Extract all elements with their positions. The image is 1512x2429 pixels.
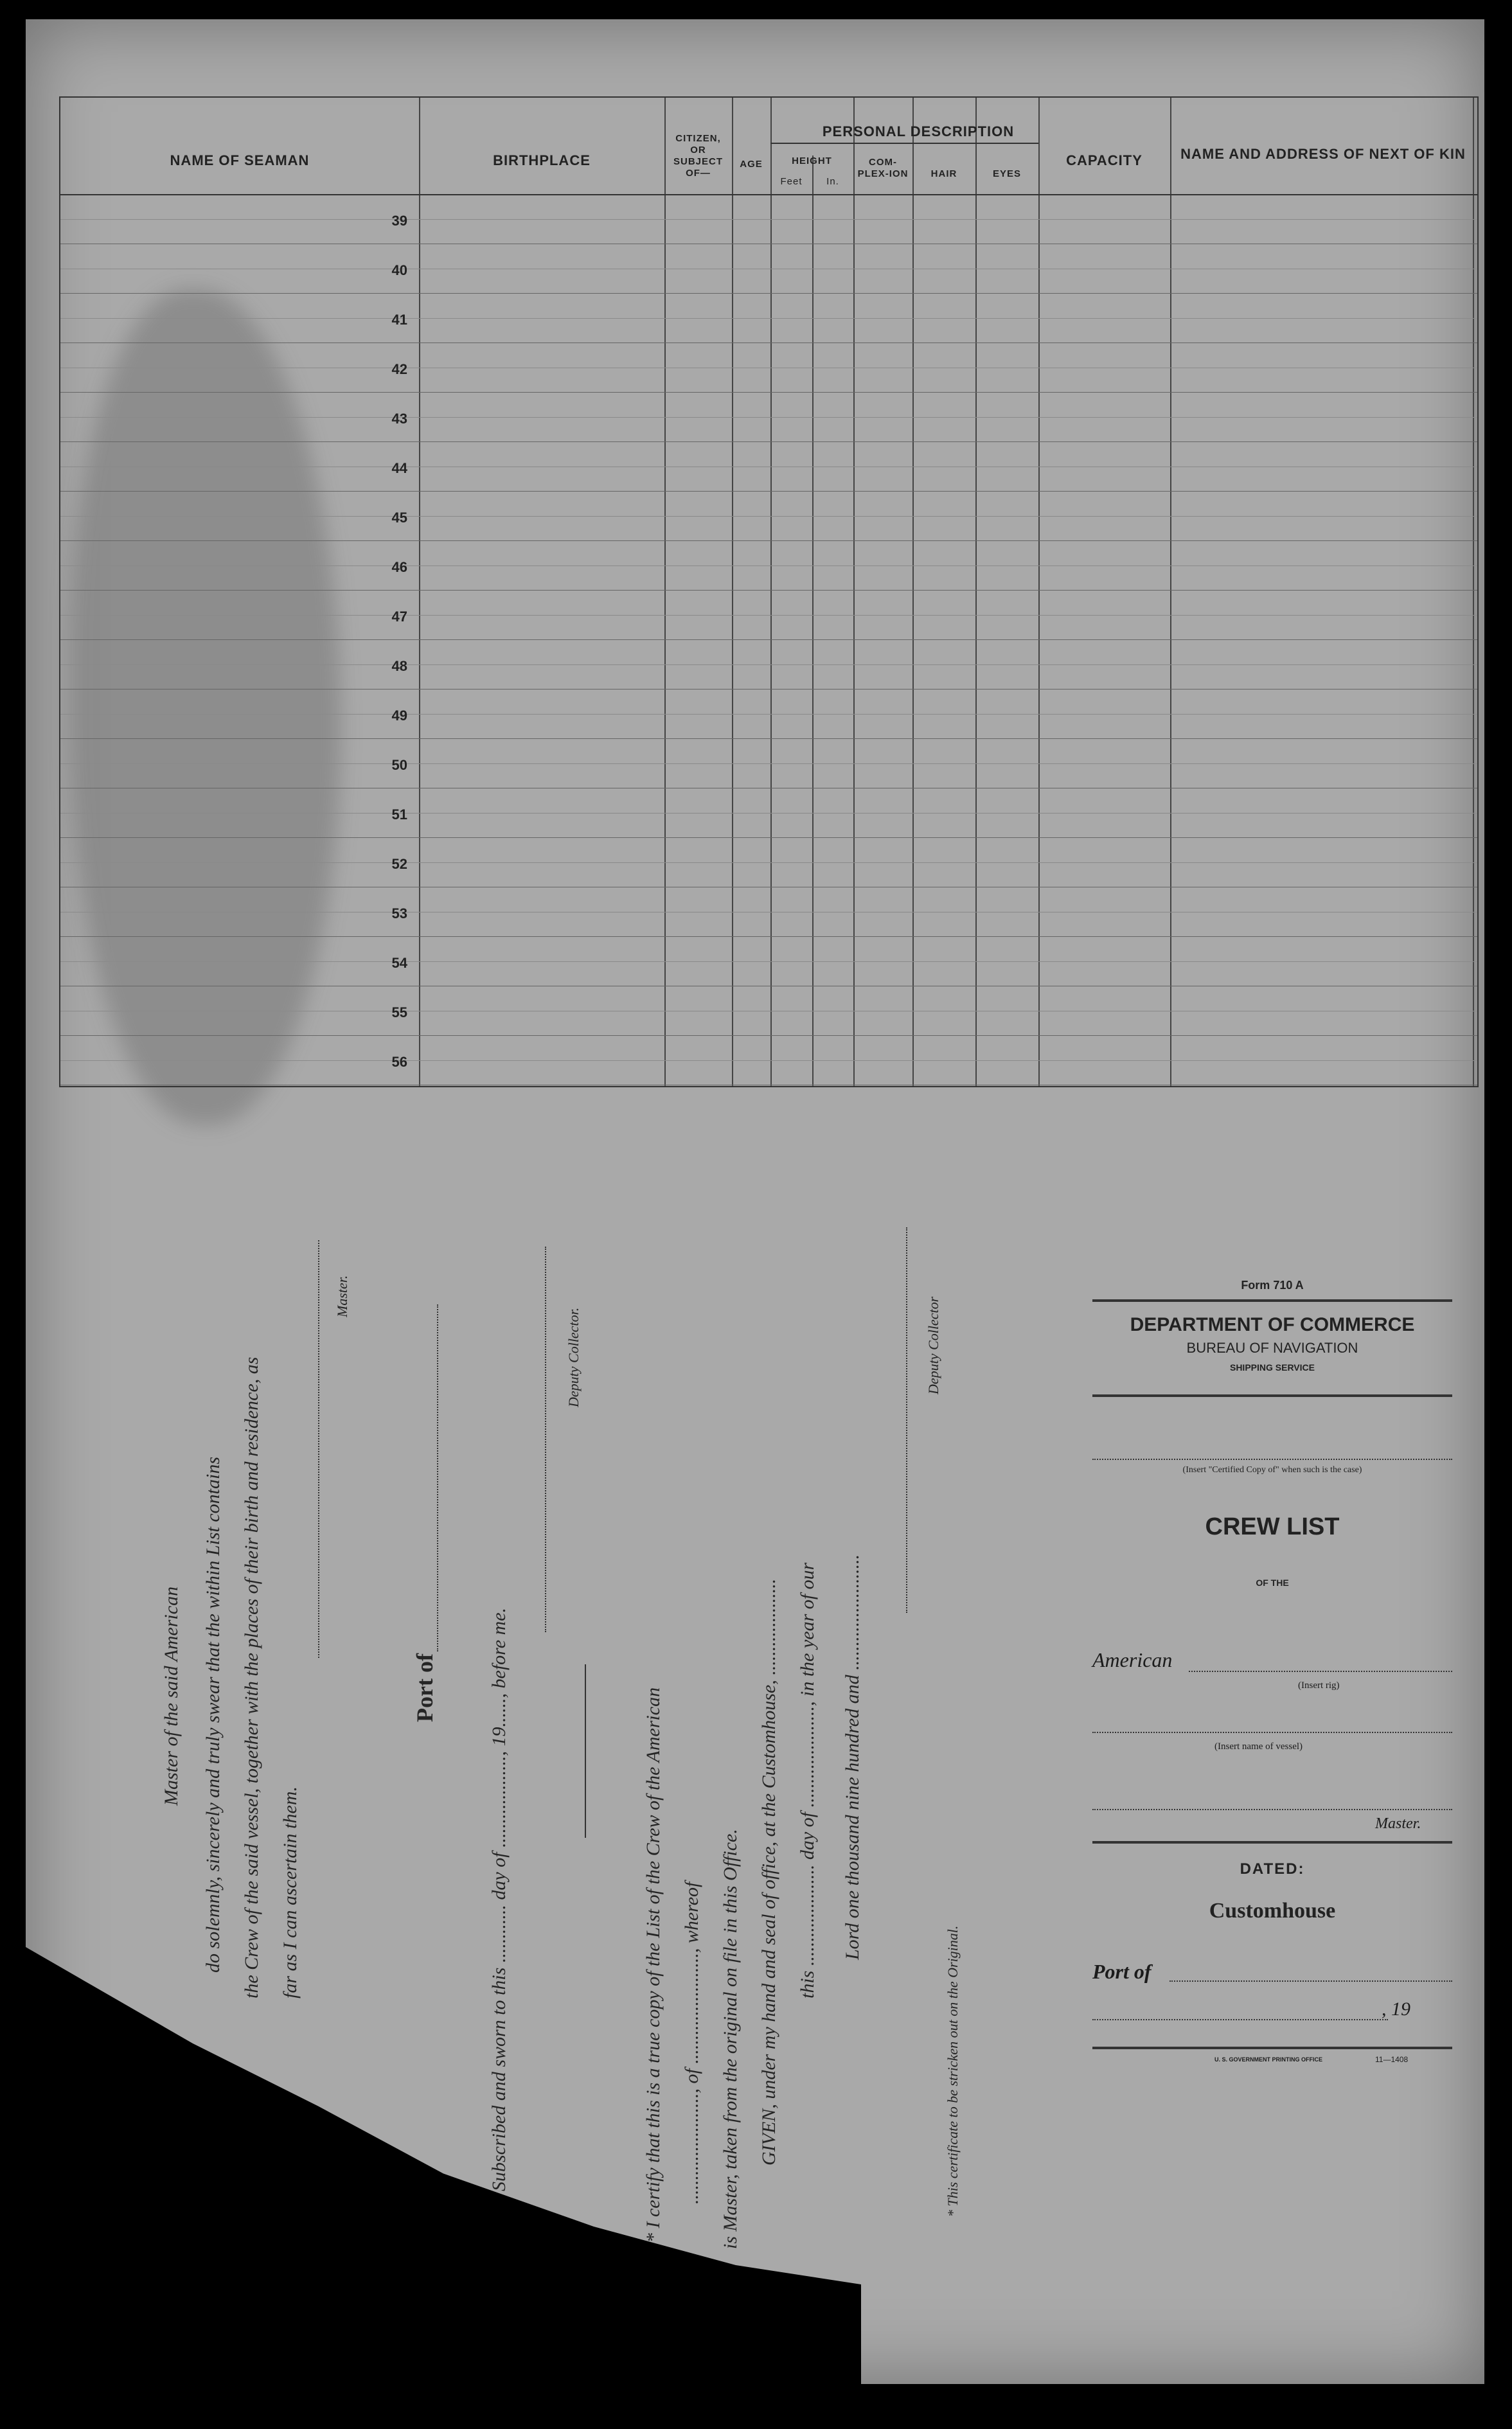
row-number: 54: [391, 955, 407, 972]
row-subrule: [60, 813, 1477, 814]
american-label: American: [1092, 1648, 1173, 1671]
row-number: 51: [391, 806, 407, 823]
form-number: Form 710 A: [1241, 1279, 1304, 1292]
row-number: 50: [391, 757, 407, 774]
certify-deputy: Deputy Collector: [925, 1296, 941, 1394]
service-title: SHIPPING SERVICE: [1229, 1362, 1315, 1373]
row-subrule: [60, 219, 1477, 220]
oath-line-3: the Crew of the said vessel, together with the places of their birth and residence, as: [241, 1357, 262, 1998]
row-subrule: [60, 961, 1477, 962]
certified-copy-line: [1092, 1459, 1452, 1460]
header-name: NAME OF SEAMAN: [170, 152, 310, 168]
row-rule: [60, 491, 1477, 492]
date-line: [1092, 2019, 1388, 2020]
oath-subscribed: Subscribed and sworn to this ............ day of ..................., 19......, before me.: [488, 1607, 510, 2191]
col-divider: [975, 98, 977, 1086]
row-number: 42: [391, 361, 407, 378]
row-subrule: [60, 1060, 1477, 1061]
row-number: 49: [391, 707, 407, 724]
row-subrule: [60, 516, 1477, 517]
oath-line-1: Master of the said American: [161, 1586, 182, 1806]
department-title: DEPARTMENT OF COMMERCE: [1130, 1314, 1415, 1335]
certify-lord-line: Lord one thousand nine hundred and ........................: [842, 1554, 863, 1960]
oath-deputy: Deputy Collector.: [565, 1307, 582, 1407]
panel-rule-bottom: [1092, 2047, 1452, 2049]
row-subrule: [60, 664, 1477, 665]
vessel-name-line: [1092, 1732, 1452, 1733]
panel-rule-2: [1092, 1394, 1452, 1397]
header-feet: Feet: [780, 176, 803, 187]
col-divider: [912, 98, 914, 1086]
row-number: 53: [391, 905, 407, 922]
row-rule: [60, 837, 1477, 838]
oath-line-2: do solemnly, sincerely and truly swear that the within List contains: [202, 1456, 224, 1973]
panel-rule-3: [1092, 1841, 1452, 1844]
crew-list-title: CREW LIST: [1205, 1513, 1340, 1540]
document-sheet: [26, 19, 1484, 2384]
row-rule: [60, 936, 1477, 937]
of-the-label: OF THE: [1256, 1578, 1289, 1588]
insert-certified-note: (Insert "Certified Copy of" when such is the case): [1182, 1465, 1362, 1475]
personal-rule: [770, 143, 1038, 144]
col-divider: [419, 98, 420, 1086]
insert-vessel-note: (Insert name of vessel): [1214, 1741, 1303, 1752]
dated-label: DATED:: [1240, 1860, 1305, 1878]
header-hair: HAIR: [930, 168, 957, 179]
bureau-title: BUREAU OF NAVIGATION: [1186, 1340, 1358, 1356]
header-kin: NAME AND ADDRESS OF NEXT OF KIN: [1180, 146, 1466, 162]
oath-port-of: Port of: [412, 1653, 438, 1722]
row-rule: [60, 689, 1477, 690]
port-line: [1170, 1980, 1452, 1982]
header-citizen: CITIZEN, OR SUBJECT OF—: [673, 133, 723, 179]
oath-master-label: Master.: [334, 1275, 350, 1317]
row-number: 46: [391, 559, 407, 576]
row-subrule: [60, 565, 1477, 566]
header-complexion: COM-PLEX-ION: [857, 157, 909, 179]
row-rule: [60, 441, 1477, 442]
row-number: 44: [391, 460, 407, 477]
col-divider: [1038, 98, 1040, 1086]
certify-of-line: ......................., of ......................., whereof: [681, 1882, 702, 2204]
col-divider: [1473, 98, 1474, 1086]
row-subrule: [60, 318, 1477, 319]
crew-table: [59, 96, 1479, 1087]
divider-rule: [585, 1664, 586, 1838]
certify-line: * I certify that this is a true copy of the List of the Crew of the American: [643, 1687, 664, 2243]
col-divider: [812, 156, 814, 1086]
row-subrule: [60, 862, 1477, 863]
panel-rule-top: [1092, 1299, 1452, 1302]
header-inches: In.: [826, 176, 839, 187]
row-number: 55: [391, 1004, 407, 1021]
master-name-line: [1092, 1809, 1452, 1810]
row-number: 48: [391, 658, 407, 675]
row-rule: [60, 639, 1477, 640]
row-subrule: [60, 417, 1477, 418]
row-subrule: [60, 615, 1477, 616]
printer-credit: U. S. GOVERNMENT PRINTING OFFICE: [1214, 2056, 1323, 2063]
row-number: 40: [391, 262, 407, 279]
certify-given-line: GIVEN, under my hand and seal of office, at the Customhouse, ....................: [758, 1578, 779, 2166]
row-number: 39: [391, 213, 407, 229]
row-rule: [60, 738, 1477, 739]
insert-rig-note: (Insert rig): [1298, 1680, 1340, 1691]
master-label: Master.: [1375, 1815, 1421, 1832]
col-divider: [1170, 98, 1171, 1086]
row-rule: [60, 540, 1477, 541]
col-divider: [664, 98, 666, 1086]
print-number: 11—1408: [1375, 2055, 1409, 2064]
deputy-signature-line: [545, 1247, 546, 1632]
col-divider: [732, 98, 733, 1086]
master-signature-line: [318, 1240, 319, 1658]
oath-line-4: far as I can ascertain them.: [280, 1786, 301, 1998]
row-subrule: [60, 763, 1477, 764]
header-height: HEIGHT: [792, 156, 832, 166]
header-personal: PERSONAL DESCRIPTION: [822, 123, 1015, 139]
certify-master-line: is Master, taken from the original on file in this Office.: [720, 1829, 741, 2249]
row-number: 56: [391, 1054, 407, 1071]
certify-footnote: * This certificate to be stricken out on the Original.: [945, 1925, 961, 2217]
year-label: , 19: [1382, 1998, 1410, 2020]
deputy2-signature-line: [906, 1227, 907, 1613]
header-eyes: EYES: [992, 168, 1022, 179]
header-rule: [60, 194, 1477, 195]
port-of-label: Port of: [1092, 1960, 1152, 1983]
row-number: 47: [391, 609, 407, 625]
row-number: 43: [391, 411, 407, 427]
row-subrule: [60, 714, 1477, 715]
row-rule: [60, 1035, 1477, 1036]
col-divider: [770, 98, 772, 1086]
rig-line: [1189, 1671, 1452, 1672]
customhouse-label: Customhouse: [1209, 1899, 1336, 1923]
row-number: 52: [391, 856, 407, 873]
header-age: AGE: [740, 159, 763, 170]
row-number: 45: [391, 510, 407, 526]
header-capacity: CAPACITY: [1066, 152, 1143, 168]
row-rule: [60, 590, 1477, 591]
port-line: [437, 1304, 438, 1651]
row-rule: [60, 293, 1477, 294]
certify-this-line: this ..................... day of ....................., in the year of our: [797, 1562, 818, 1998]
row-rule: [60, 392, 1477, 393]
col-divider: [853, 98, 855, 1086]
header-birthplace: BIRTHPLACE: [493, 152, 591, 168]
row-number: 41: [391, 312, 407, 328]
